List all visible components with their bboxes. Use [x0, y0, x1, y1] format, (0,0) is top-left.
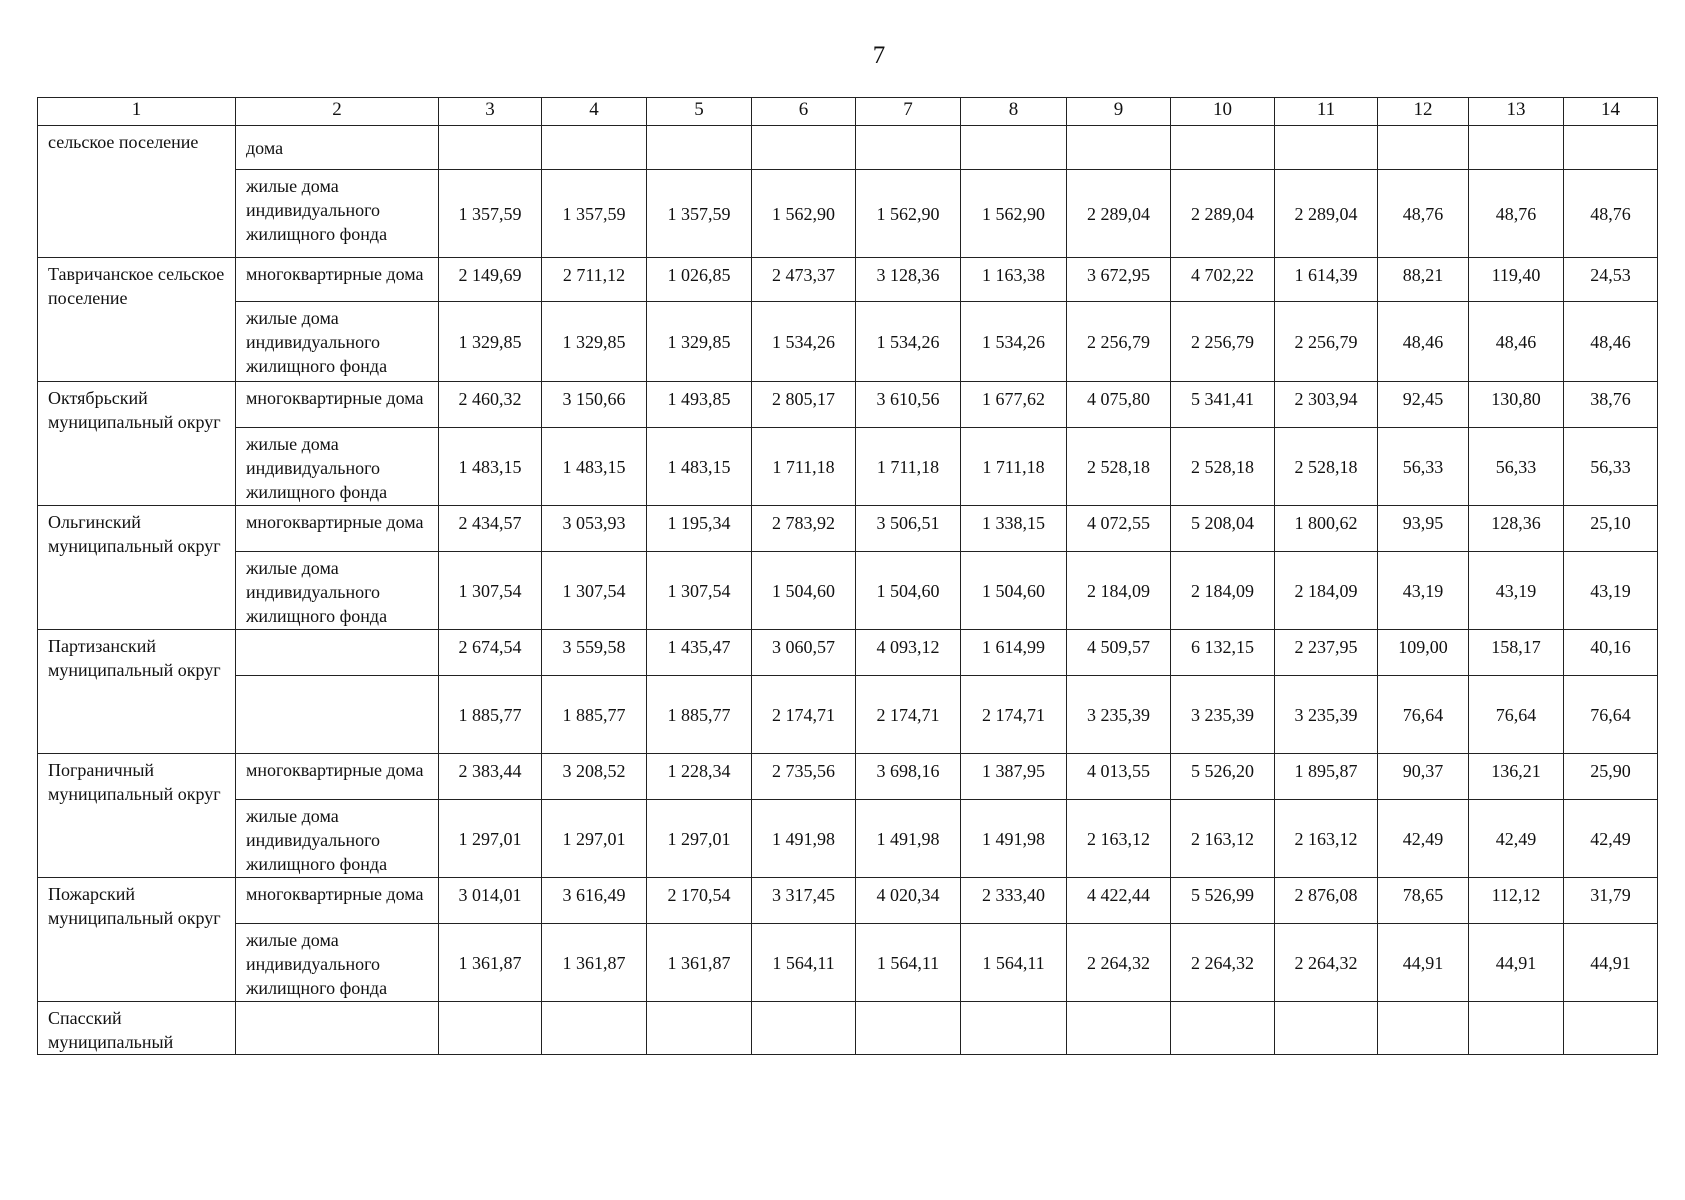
value-cell-col-12: 92,45: [1378, 382, 1469, 428]
value-cell-col-9: 4 075,80: [1067, 382, 1171, 428]
value-cell-col-11: 2 184,09: [1275, 552, 1378, 630]
table-row: [38, 170, 1658, 258]
value-cell-col-3: 1 885,77: [439, 676, 542, 754]
value-cell-col-11: 3 235,39: [1275, 676, 1378, 754]
value-cell-col-13: 158,17: [1469, 630, 1564, 676]
value-cell-col-9: 2 264,32: [1067, 924, 1171, 1002]
value-cell-col-11: 2 289,04: [1275, 170, 1378, 258]
value-cell-col-7: 3 128,36: [856, 258, 961, 302]
value-cell-col-6: 2 805,17: [752, 382, 856, 428]
value-cell-col-11: 2 256,79: [1275, 302, 1378, 382]
value-cell-col-14: 43,19: [1564, 552, 1658, 630]
value-cell-col-8: 1 504,60: [961, 552, 1067, 630]
value-cell-col-9: 2 163,12: [1067, 800, 1171, 878]
column-header-3: 3: [439, 98, 542, 126]
value-cell-col-13: 48,76: [1469, 170, 1564, 258]
value-cell-col-5: 1 435,47: [647, 630, 752, 676]
value-cell-col-13: 43,19: [1469, 552, 1564, 630]
value-cell-col-13: [1469, 126, 1564, 170]
value-cell-col-7: 1 491,98: [856, 800, 961, 878]
value-cell-col-6: 1 564,11: [752, 924, 856, 1002]
value-cell-col-5: 1 297,01: [647, 800, 752, 878]
value-cell-col-6: [752, 1002, 856, 1055]
value-cell-col-5: 1 228,34: [647, 754, 752, 800]
value-cell-col-11: 2 163,12: [1275, 800, 1378, 878]
value-cell-col-4: 1 329,85: [542, 302, 647, 382]
value-cell-col-12: 78,65: [1378, 878, 1469, 924]
value-cell-col-13: 76,64: [1469, 676, 1564, 754]
value-cell-col-9: 4 072,55: [1067, 506, 1171, 552]
value-cell-col-3: 2 383,44: [439, 754, 542, 800]
table-row: [38, 428, 1658, 506]
table-row: [38, 126, 1658, 170]
value-cell-col-7: 4 020,34: [856, 878, 961, 924]
value-cell-col-8: 1 387,95: [961, 754, 1067, 800]
value-cell-col-7: 3 610,56: [856, 382, 961, 428]
value-cell-col-7: 3 698,16: [856, 754, 961, 800]
housing-type: многоквартирные дома: [236, 506, 439, 552]
value-cell-col-8: [961, 126, 1067, 170]
value-cell-col-12: 48,46: [1378, 302, 1469, 382]
table-row: [38, 800, 1658, 878]
value-cell-col-4: [542, 126, 647, 170]
housing-type: многоквартирные дома: [236, 382, 439, 428]
value-cell-col-5: 1 195,34: [647, 506, 752, 552]
housing-type: жилые дома индивидуального жилищного фонда: [236, 302, 439, 382]
value-cell-col-9: 3 672,95: [1067, 258, 1171, 302]
value-cell-col-12: 88,21: [1378, 258, 1469, 302]
value-cell-col-11: 2 528,18: [1275, 428, 1378, 506]
table-row: [38, 754, 1658, 800]
column-header-8: 8: [961, 98, 1067, 126]
value-cell-col-6: 2 783,92: [752, 506, 856, 552]
value-cell-col-11: [1275, 1002, 1378, 1055]
housing-type: многоквартирные дома: [236, 258, 439, 302]
value-cell-col-6: 1 491,98: [752, 800, 856, 878]
table-row: [38, 924, 1658, 1002]
value-cell-col-5: 1 493,85: [647, 382, 752, 428]
value-cell-col-12: 43,19: [1378, 552, 1469, 630]
value-cell-col-14: [1564, 1002, 1658, 1055]
value-cell-col-6: 2 174,71: [752, 676, 856, 754]
value-cell-col-7: 4 093,12: [856, 630, 961, 676]
value-cell-col-9: 2 256,79: [1067, 302, 1171, 382]
value-cell-col-13: 130,80: [1469, 382, 1564, 428]
value-cell-col-7: 1 562,90: [856, 170, 961, 258]
value-cell-col-14: 24,53: [1564, 258, 1658, 302]
value-cell-col-4: 3 616,49: [542, 878, 647, 924]
value-cell-col-7: 1 534,26: [856, 302, 961, 382]
column-header-6: 6: [752, 98, 856, 126]
value-cell-col-5: 1 885,77: [647, 676, 752, 754]
value-cell-col-10: [1171, 1002, 1275, 1055]
value-cell-col-12: 56,33: [1378, 428, 1469, 506]
column-header-13: 13: [1469, 98, 1564, 126]
value-cell-col-10: 2 184,09: [1171, 552, 1275, 630]
value-cell-col-5: 1 361,87: [647, 924, 752, 1002]
value-cell-col-9: 3 235,39: [1067, 676, 1171, 754]
value-cell-col-12: 93,95: [1378, 506, 1469, 552]
territory-name: Ольгинский муниципальный округ: [38, 506, 236, 630]
table-row: [38, 382, 1658, 428]
value-cell-col-7: 1 564,11: [856, 924, 961, 1002]
column-header-7: 7: [856, 98, 961, 126]
value-cell-col-9: 2 289,04: [1067, 170, 1171, 258]
value-cell-col-3: 1 361,87: [439, 924, 542, 1002]
territory-name: Пожарский муниципальный округ: [38, 878, 236, 1002]
value-cell-col-3: 2 674,54: [439, 630, 542, 676]
value-cell-col-14: 25,10: [1564, 506, 1658, 552]
housing-type: жилые дома индивидуального жилищного фонда: [236, 924, 439, 1002]
value-cell-col-5: 2 170,54: [647, 878, 752, 924]
value-cell-col-5: 1 483,15: [647, 428, 752, 506]
value-cell-col-7: 3 506,51: [856, 506, 961, 552]
value-cell-col-10: 5 526,20: [1171, 754, 1275, 800]
value-cell-col-5: 1 307,54: [647, 552, 752, 630]
value-cell-col-7: 1 711,18: [856, 428, 961, 506]
housing-type: [236, 676, 439, 754]
table-row: [38, 630, 1658, 676]
value-cell-col-13: [1469, 1002, 1564, 1055]
value-cell-col-5: 1 329,85: [647, 302, 752, 382]
territory-name: сельское поселение: [38, 126, 236, 258]
value-cell-col-3: [439, 1002, 542, 1055]
housing-type: жилые дома индивидуального жилищного фонда: [236, 552, 439, 630]
value-cell-col-4: [542, 1002, 647, 1055]
value-cell-col-14: 44,91: [1564, 924, 1658, 1002]
value-cell-col-11: 1 800,62: [1275, 506, 1378, 552]
value-cell-col-13: 128,36: [1469, 506, 1564, 552]
value-cell-col-8: 1 677,62: [961, 382, 1067, 428]
value-cell-col-4: 1 885,77: [542, 676, 647, 754]
value-cell-col-8: [961, 1002, 1067, 1055]
value-cell-col-10: 5 526,99: [1171, 878, 1275, 924]
value-cell-col-14: 38,76: [1564, 382, 1658, 428]
value-cell-col-4: 1 357,59: [542, 170, 647, 258]
page-number: 7: [872, 42, 886, 69]
value-cell-col-11: 2 237,95: [1275, 630, 1378, 676]
value-cell-col-10: 5 341,41: [1171, 382, 1275, 428]
housing-type: жилые дома индивидуального жилищного фонда: [236, 170, 439, 258]
column-header-9: 9: [1067, 98, 1171, 126]
table-row: [38, 676, 1658, 754]
housing-type: многоквартирные дома: [236, 878, 439, 924]
territory-name: Спасский муниципальный: [38, 1002, 236, 1055]
value-cell-col-3: 1 307,54: [439, 552, 542, 630]
value-cell-col-6: 2 473,37: [752, 258, 856, 302]
value-cell-col-9: [1067, 1002, 1171, 1055]
value-cell-col-10: 5 208,04: [1171, 506, 1275, 552]
value-cell-col-13: 48,46: [1469, 302, 1564, 382]
value-cell-col-6: 1 504,60: [752, 552, 856, 630]
value-cell-col-12: 48,76: [1378, 170, 1469, 258]
column-header-5: 5: [647, 98, 752, 126]
value-cell-col-8: 2 333,40: [961, 878, 1067, 924]
value-cell-col-14: 76,64: [1564, 676, 1658, 754]
tariff-table: [37, 97, 1658, 1055]
value-cell-col-6: 2 735,56: [752, 754, 856, 800]
value-cell-col-12: 109,00: [1378, 630, 1469, 676]
value-cell-col-3: 2 149,69: [439, 258, 542, 302]
value-cell-col-13: 44,91: [1469, 924, 1564, 1002]
column-header-11: 11: [1275, 98, 1378, 126]
value-cell-col-8: 1 711,18: [961, 428, 1067, 506]
value-cell-col-9: 2 528,18: [1067, 428, 1171, 506]
housing-type: многоквартирные дома: [236, 754, 439, 800]
value-cell-col-11: 1 895,87: [1275, 754, 1378, 800]
value-cell-col-6: 3 060,57: [752, 630, 856, 676]
value-cell-col-4: 1 361,87: [542, 924, 647, 1002]
value-cell-col-3: 1 329,85: [439, 302, 542, 382]
housing-type: жилые дома индивидуального жилищного фонда: [236, 428, 439, 506]
value-cell-col-8: 1 562,90: [961, 170, 1067, 258]
value-cell-col-12: [1378, 126, 1469, 170]
value-cell-col-10: 2 289,04: [1171, 170, 1275, 258]
value-cell-col-10: 4 702,22: [1171, 258, 1275, 302]
value-cell-col-10: 2 256,79: [1171, 302, 1275, 382]
value-cell-col-5: 1 026,85: [647, 258, 752, 302]
value-cell-col-8: 1 564,11: [961, 924, 1067, 1002]
value-cell-col-8: 2 174,71: [961, 676, 1067, 754]
table-row: [38, 552, 1658, 630]
territory-name: Октябрьский муниципальный округ: [38, 382, 236, 506]
value-cell-col-4: 1 483,15: [542, 428, 647, 506]
column-header-12: 12: [1378, 98, 1469, 126]
value-cell-col-12: [1378, 1002, 1469, 1055]
value-cell-col-13: 42,49: [1469, 800, 1564, 878]
value-cell-col-9: 4 509,57: [1067, 630, 1171, 676]
value-cell-col-14: 25,90: [1564, 754, 1658, 800]
territory-name: Пограничный муниципальный округ: [38, 754, 236, 878]
value-cell-col-9: 4 422,44: [1067, 878, 1171, 924]
column-header-10: 10: [1171, 98, 1275, 126]
value-cell-col-9: 4 013,55: [1067, 754, 1171, 800]
value-cell-col-3: [439, 126, 542, 170]
value-cell-col-7: 1 504,60: [856, 552, 961, 630]
value-cell-col-4: 3 150,66: [542, 382, 647, 428]
value-cell-col-14: 31,79: [1564, 878, 1658, 924]
value-cell-col-6: 1 562,90: [752, 170, 856, 258]
value-cell-col-14: 56,33: [1564, 428, 1658, 506]
value-cell-col-3: 1 297,01: [439, 800, 542, 878]
value-cell-col-12: 76,64: [1378, 676, 1469, 754]
value-cell-col-4: 3 208,52: [542, 754, 647, 800]
value-cell-col-11: [1275, 126, 1378, 170]
table-row: [38, 258, 1658, 302]
value-cell-col-12: 90,37: [1378, 754, 1469, 800]
value-cell-col-7: [856, 1002, 961, 1055]
value-cell-col-7: [856, 126, 961, 170]
territory-name: Партизанский муниципальный округ: [38, 630, 236, 754]
column-header-2: 2: [236, 98, 439, 126]
value-cell-col-9: 2 184,09: [1067, 552, 1171, 630]
value-cell-col-5: [647, 126, 752, 170]
column-header-4: 4: [542, 98, 647, 126]
value-cell-col-3: 3 014,01: [439, 878, 542, 924]
table-row: [38, 878, 1658, 924]
value-cell-col-10: 2 264,32: [1171, 924, 1275, 1002]
housing-type: [236, 1002, 439, 1055]
value-cell-col-4: 3 053,93: [542, 506, 647, 552]
value-cell-col-11: 1 614,39: [1275, 258, 1378, 302]
value-cell-col-13: 136,21: [1469, 754, 1564, 800]
value-cell-col-11: 2 876,08: [1275, 878, 1378, 924]
value-cell-col-4: 1 307,54: [542, 552, 647, 630]
value-cell-col-8: 1 491,98: [961, 800, 1067, 878]
value-cell-col-9: [1067, 126, 1171, 170]
table-row: [38, 1002, 1658, 1055]
value-cell-col-14: 40,16: [1564, 630, 1658, 676]
value-cell-col-14: 42,49: [1564, 800, 1658, 878]
value-cell-col-6: 1 711,18: [752, 428, 856, 506]
territory-name: Тавричанское сельское поселение: [38, 258, 236, 382]
value-cell-col-12: 42,49: [1378, 800, 1469, 878]
table-row: [38, 506, 1658, 552]
value-cell-col-6: 1 534,26: [752, 302, 856, 382]
value-cell-col-3: 1 483,15: [439, 428, 542, 506]
value-cell-col-11: 2 264,32: [1275, 924, 1378, 1002]
value-cell-col-13: 112,12: [1469, 878, 1564, 924]
value-cell-col-5: 1 357,59: [647, 170, 752, 258]
value-cell-col-7: 2 174,71: [856, 676, 961, 754]
value-cell-col-10: 2 163,12: [1171, 800, 1275, 878]
value-cell-col-10: [1171, 126, 1275, 170]
value-cell-col-13: 119,40: [1469, 258, 1564, 302]
value-cell-col-12: 44,91: [1378, 924, 1469, 1002]
value-cell-col-3: 2 434,57: [439, 506, 542, 552]
value-cell-col-5: [647, 1002, 752, 1055]
value-cell-col-4: 1 297,01: [542, 800, 647, 878]
value-cell-col-8: 1 534,26: [961, 302, 1067, 382]
housing-type: жилые дома индивидуального жилищного фонда: [236, 800, 439, 878]
value-cell-col-3: 1 357,59: [439, 170, 542, 258]
value-cell-col-10: 2 528,18: [1171, 428, 1275, 506]
value-cell-col-14: 48,46: [1564, 302, 1658, 382]
housing-type: [236, 630, 439, 676]
value-cell-col-8: 1 163,38: [961, 258, 1067, 302]
housing-type: дома: [236, 126, 439, 170]
value-cell-col-4: 2 711,12: [542, 258, 647, 302]
value-cell-col-3: 2 460,32: [439, 382, 542, 428]
value-cell-col-4: 3 559,58: [542, 630, 647, 676]
value-cell-col-10: 6 132,15: [1171, 630, 1275, 676]
column-header-14: 14: [1564, 98, 1658, 126]
value-cell-col-8: 1 614,99: [961, 630, 1067, 676]
value-cell-col-10: 3 235,39: [1171, 676, 1275, 754]
table-row: [38, 302, 1658, 382]
value-cell-col-6: [752, 126, 856, 170]
value-cell-col-14: 48,76: [1564, 170, 1658, 258]
value-cell-col-8: 1 338,15: [961, 506, 1067, 552]
header-row: [38, 98, 1658, 126]
value-cell-col-11: 2 303,94: [1275, 382, 1378, 428]
value-cell-col-6: 3 317,45: [752, 878, 856, 924]
column-header-1: 1: [38, 98, 236, 126]
value-cell-col-14: [1564, 126, 1658, 170]
value-cell-col-13: 56,33: [1469, 428, 1564, 506]
